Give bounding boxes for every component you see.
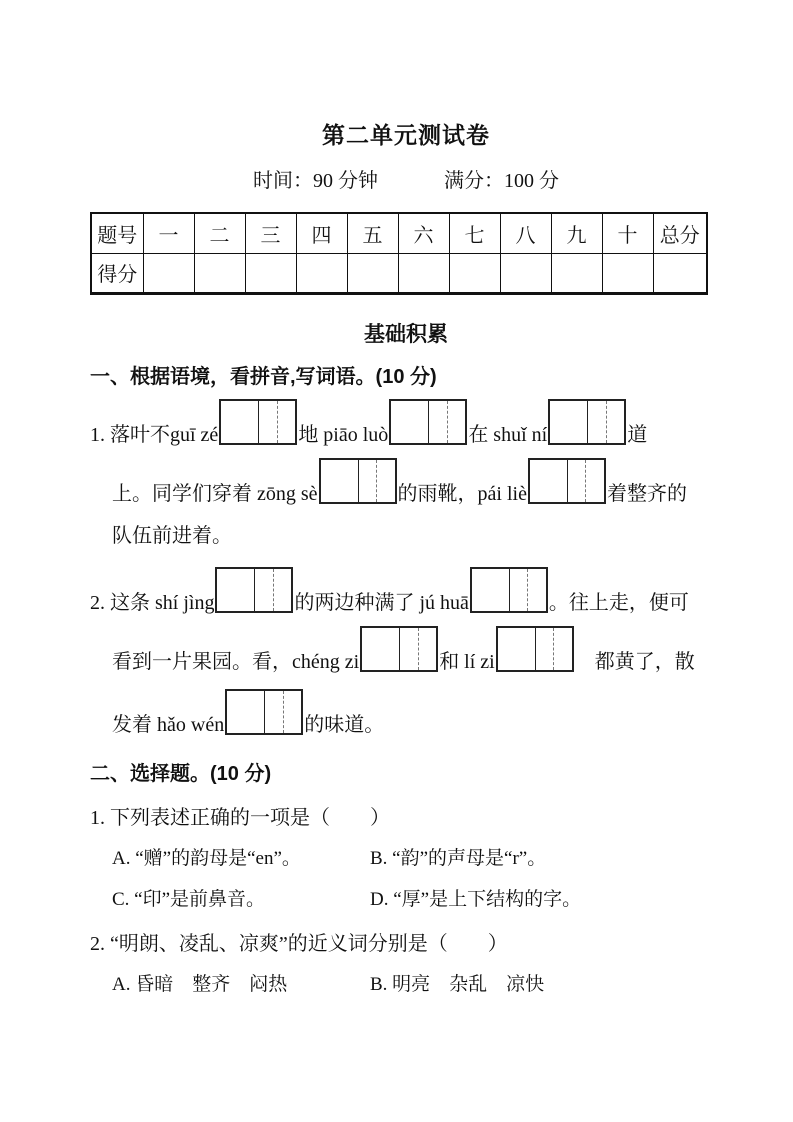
choice-q2-options-row1 <box>90 971 722 999</box>
choice-q1-options-row1 <box>90 845 722 873</box>
score-blank-cell <box>347 253 398 293</box>
question-number-cell: 十 <box>602 213 653 253</box>
writing-box <box>215 567 293 613</box>
score-blank-cell <box>245 253 296 293</box>
page-title: 第二单元测试卷 <box>322 122 490 148</box>
question-number-row <box>91 213 707 253</box>
pinyin-q1-line3 <box>90 521 722 551</box>
writing-box <box>528 458 606 504</box>
choice-q1-options-row2 <box>90 886 722 914</box>
section2-heading: 二、选择题。(10 分) <box>90 762 272 785</box>
q2-line2-text2: 和 lí zi <box>439 650 495 673</box>
choice-q1-option-b: B. “韵”的声母是“r”。 <box>370 847 547 869</box>
question-number-cell: 三 <box>245 213 296 253</box>
q1-line1-text3: 在 shuǐ ní <box>468 423 548 446</box>
writing-box <box>496 626 574 672</box>
writing-box <box>470 567 548 613</box>
q1-line1-text4: 道 <box>627 423 648 446</box>
score-blank-cell <box>194 253 245 293</box>
score-blank-cell <box>398 253 449 293</box>
question-number-cell: 五 <box>347 213 398 253</box>
score-table <box>90 212 708 295</box>
q2-line1-text2: 的两边种满了 jú huā <box>294 591 469 614</box>
page-content <box>90 0 722 999</box>
exam-meta <box>90 166 722 196</box>
row-label-score: 得分 <box>91 253 143 293</box>
question-number-cell: 七 <box>449 213 500 253</box>
question-number-cell: 二 <box>194 213 245 253</box>
score-blank-cell <box>296 253 347 293</box>
score-row <box>91 253 707 293</box>
question-number-cell: 八 <box>500 213 551 253</box>
q1-line1-text2: 地 piāo luò <box>298 423 389 446</box>
choice-q2-option-b: B. 明亮 杂乱 凉快 <box>370 973 545 995</box>
q2-line3-text2: 的味道。 <box>304 713 385 736</box>
q1-line2-text2: 的雨靴，pái liè <box>397 482 527 505</box>
row-label-question-number: 题号 <box>91 213 143 253</box>
exam-time: 时间：90 分钟 <box>253 170 378 192</box>
score-blank-cell <box>602 253 653 293</box>
part-title-basics: 基础积累 <box>364 322 448 346</box>
q1-line3-text: 队伍前进着。 <box>112 524 232 547</box>
question-number-cell: 一 <box>143 213 194 253</box>
pinyin-q1-line1 <box>90 399 722 450</box>
writing-box <box>360 626 438 672</box>
writing-box <box>219 399 297 445</box>
choice-q2-option-a: A. 昏暗 整齐 闷热 <box>112 973 288 995</box>
q2-line2-text3: 都黄了，散 <box>574 650 695 673</box>
writing-box <box>548 399 626 445</box>
pinyin-q1-line2 <box>90 458 722 509</box>
total-score-blank-cell <box>653 253 707 293</box>
section1-heading: 一、根据语境，看拼音,写词语。(10 分) <box>90 365 437 388</box>
score-blank-cell <box>500 253 551 293</box>
score-blank-cell <box>143 253 194 293</box>
q2-line1-text3: 。往上走，便可 <box>548 591 689 614</box>
choice-q1-option-d: D. “厚”是上下结构的字。 <box>370 888 582 910</box>
q1-line2-text3: 着整齐的 <box>606 482 687 505</box>
writing-box <box>319 458 397 504</box>
q1-line1-text1: 1. 落叶不guī zé <box>90 423 219 446</box>
writing-box <box>389 399 467 445</box>
question-number-cell: 四 <box>296 213 347 253</box>
q2-line1-text1: 2. 这条 shí jìng <box>90 591 215 614</box>
exam-full-score: 满分：100 分 <box>444 170 559 192</box>
pinyin-q2-line1 <box>90 567 722 618</box>
score-blank-cell <box>551 253 602 293</box>
pinyin-q2-line2 <box>90 626 722 677</box>
choice-q1-option-a: A. “赠”的韵母是“en”。 <box>112 847 301 869</box>
q1-line2-text1: 上。同学们穿着 zōng sè <box>112 482 318 505</box>
q2-line3-text1: 发着 hǎo wén <box>112 713 225 736</box>
writing-box <box>225 689 303 735</box>
choice-q1-stem: 1. 下列表述正确的一项是（ ） <box>90 806 390 829</box>
choice-q1-option-c: C. “印”是前鼻音。 <box>112 888 266 910</box>
score-blank-cell <box>449 253 500 293</box>
question-number-cell: 九 <box>551 213 602 253</box>
q2-line2-text1: 看到一片果园。看，chéng zi <box>112 650 360 673</box>
total-score-header-cell: 总分 <box>653 213 707 253</box>
question-number-cell: 六 <box>398 213 449 253</box>
pinyin-q2-line3 <box>90 689 722 740</box>
choice-q2-stem: 2. “明朗、凌乱、凉爽”的近义词分别是（ ） <box>90 932 508 955</box>
